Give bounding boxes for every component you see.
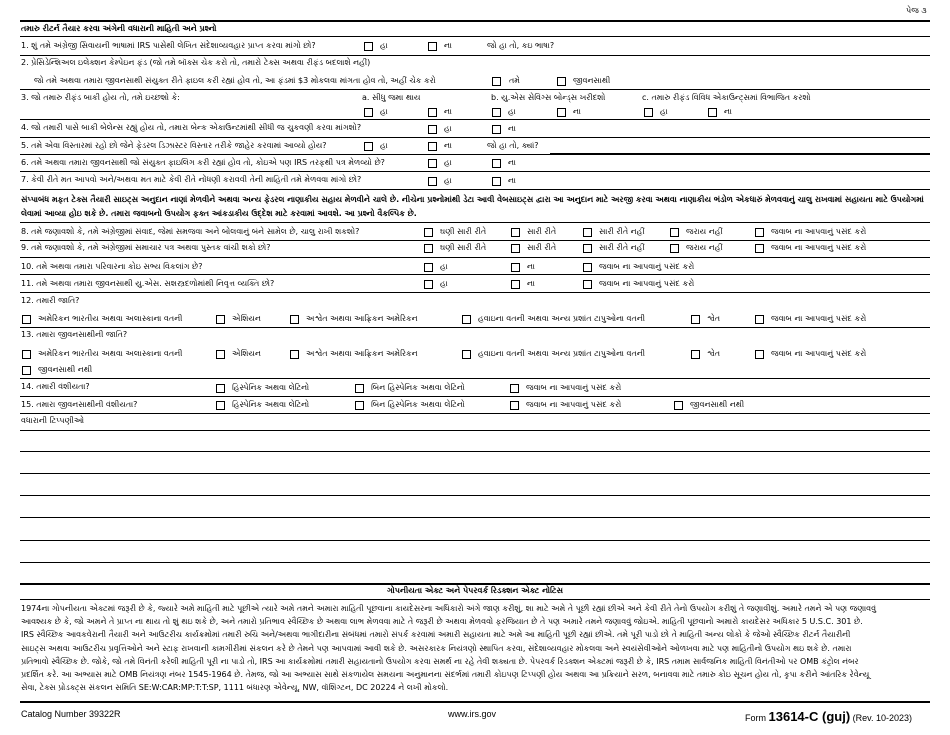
q5-yes-checkbox[interactable] (364, 142, 373, 151)
q2-spouse-label: જીવનસાથી (573, 76, 611, 85)
q14-hisp-checkbox[interactable] (216, 384, 225, 393)
question-12: 12. તમારી જાતિ? (21, 296, 80, 305)
page-number: પેજ ૩ (906, 6, 927, 15)
privacy-title: ગોપનીયતા એક્ટ અને પેપરવર્ક રિડક્શન એક્ટ નોટિસ (386, 586, 564, 595)
q11-yes-checkbox[interactable] (424, 280, 433, 289)
q12-asian-checkbox[interactable] (216, 315, 225, 324)
q8-not-at-all-checkbox[interactable] (670, 228, 679, 237)
q11-no-label: ના (527, 279, 535, 288)
q15-prefer-not-label: જવાબ ના આપવાનું પસંદ કરો (526, 400, 622, 409)
question-14: 14. તમારી વંશીયતા? (21, 382, 90, 391)
divider (20, 119, 930, 120)
q3b-yes-label: હા (508, 107, 516, 116)
q10-no-label: ના (527, 262, 535, 271)
q7-no-checkbox[interactable] (492, 177, 501, 186)
q12-prefer-not-checkbox[interactable] (755, 315, 764, 324)
q8-well-checkbox[interactable] (511, 228, 520, 237)
privacy-line: આવશ્યક છે કે, જો અમને તે પ્રાપ્ત ના થાય તો શું થઇ શકે છે, અને તમારો પ્રતિભાવ સ્વૈચ્છિક છે અથવા લાભ મેળવવા માટે તે જરૂરી છે અથવા મેળવવો ફરજિયાત છે તે પણ અમારે તમને જણાવવું જોઇએ. માહિતી પૂછવાનો અમારો કાયદેસર અધિકાર 5 U.S.C. 301 છે. (21, 617, 863, 627)
privacy-body (21, 602, 929, 694)
question-13: 13. તમારા જીવનસાથીની જાતિ? (21, 330, 128, 339)
q12-native-checkbox[interactable] (22, 315, 31, 324)
privacy-line: પ્રતિભાવો સ્વૈચ્છિક છે. જોકે, જો તમે વિનંતી કરેલી માહિતી પૂરી ના પાડો તો, IRS આ કાર્યક્રમોમાં તમારી સહાયતાનો ઉપયોગ કરવા સમર્થ ના રહે તેવી શક્યતા છે. પેપરવર્ક રિડક્શન એક્ટમાં જરૂરી છે કે, IRS તમામ સાર્વજનિક માહિતી વિનંતીઓ પર OMB કંટ્રોલ નંબર (21, 656, 859, 666)
comment-line[interactable] (20, 495, 930, 496)
q11-prefer-not-checkbox[interactable] (583, 280, 592, 289)
question-11: 11. તમે અથવા તમારા જીવનસાથી યુ.એસ. સશસ્ત્રદળોમાંથી નિવૃત્ત વ્યક્તિ છો? (21, 279, 275, 288)
q9-prefer-not-label: જવાબ ના આપવાનું પસંદ કરો (771, 243, 867, 252)
q15-nonhisp-label: બિન હિસ્પેનિક અથવા લેટિનો (371, 400, 465, 409)
q12-hawaiian-label: હવાઇના વતની અથવા અન્ય પ્રશાંત ટાપુઓના વતની (478, 314, 646, 323)
q7-no-label: ના (508, 176, 516, 185)
q14-nonhisp-label: બિન હિસ્પેનિક અથવા લેટિનો (371, 383, 465, 392)
q5-no-checkbox[interactable] (428, 142, 437, 151)
question-15: 15. તમારા જીવનસાથીની વંશીયતા? (21, 400, 138, 409)
q12-asian-label: એશિયન (232, 314, 261, 323)
comment-line[interactable] (20, 562, 930, 563)
q6-no-checkbox[interactable] (492, 159, 501, 168)
q2-you-label: તમે (509, 76, 520, 85)
comment-line[interactable] (20, 451, 930, 452)
question-9: 9. તમે જણાવશો કે, તમે અંગ્રેજીમાં સમાચાર પત્ર અથવા પુસ્તક વાંચી શકો છો? (21, 243, 271, 252)
q5-where-label: જો હા તો, ક્યાં? (487, 141, 539, 150)
q9-well-checkbox[interactable] (511, 244, 520, 253)
divider (20, 222, 930, 223)
privacy-line: IRS સ્વૈચ્છિક આવકવેરાની તૈયારી અને આઉટરીચ કાર્યક્રમોમાં તમારી રુચિ અને/અથવા ભાગીદારીના સંબંધમાં તમારો સંપર્ક કરવામાં અમારી સહાયતા માટે અમે આ માહિતી પૂછી રહ્યાં છીએ. તમે પૂરી પાડો છો તે માહિતી અન્ય લોકો કે જેઓ સ્વૈચ્છિક રીટર્ન તૈયારીની (21, 630, 851, 640)
q10-prefer-not-checkbox[interactable] (583, 263, 592, 272)
question-2: 2. પ્રેસિડેન્શિઅલ ઇલેક્શન કેમ્પેઇન ફંડ (જો તમે બૉક્સ ચેક કરો તો, તમારો ટેક્સ અથવા રીફંડ બદલાશે નહીં) (21, 58, 371, 67)
q8-prefer-not-label: જવાબ ના આપવાનું પસંદ કરો (771, 227, 867, 236)
top-rule (20, 20, 930, 22)
q15-hisp-label: હિસ્પેનિક અથવા લેટિનો (232, 400, 310, 409)
form-revision: (Rev. 10-2023) (852, 713, 913, 723)
q1-yes-checkbox[interactable] (364, 42, 373, 51)
question-3: 3. જો તમારુ રીફંડ બાકી હોય તો, તમે ઇચ્છશો કે: (21, 93, 180, 102)
q3-option-c: c. તમારુ રીફંડ વિવિધ એકાઉન્ટ્સમાં વિભાજિત કરશો (642, 93, 811, 102)
q8-prefer-not-checkbox[interactable] (755, 228, 764, 237)
q6-yes-label: હા (444, 158, 452, 167)
q10-yes-label: હા (440, 262, 448, 271)
q11-no-checkbox[interactable] (511, 280, 520, 289)
q2-spouse-checkbox[interactable] (557, 77, 566, 86)
q12-black-label: અશ્વેત અથવા આફ્રિકન અમેરિકન (306, 314, 418, 323)
q10-no-checkbox[interactable] (511, 263, 520, 272)
q12-white-checkbox[interactable] (691, 315, 700, 324)
q9-very-well-label: ઘણી સારી રીતે (440, 243, 487, 252)
q12-native-label: અમેરિકન ભારતીય અથવા અલાસ્કાના વતની (38, 314, 183, 323)
q8-not-well-checkbox[interactable] (583, 228, 592, 237)
divider (20, 89, 930, 90)
privacy-line: સાઇટ્સ અથવા આઉટરીચ પ્રવૃત્તિઓને અને સ્ટાફ રાખવાની કામગીરીમાં સંકલન કરે છે તેમને પણ આપવામાં આવી શકે છે. અસરકારક નિયંત્રણો સ્થાપિત કરવા, સંદેશાવ્યવહાર મોકલવા અને સ્વયંસેવીઓને ઓળખવા માટે પણ માહિતીનો ઉપયોગ થઇ શકે છે. તમારા (21, 643, 852, 653)
q13-no-spouse-checkbox[interactable] (22, 366, 31, 375)
divider (20, 274, 930, 275)
comment-line[interactable] (20, 517, 930, 518)
q4-no-label: ના (508, 124, 516, 133)
divider (20, 171, 930, 172)
q13-black-checkbox[interactable] (290, 350, 299, 359)
q9-well-label: સારી રીતે (527, 243, 557, 252)
q14-prefer-not-label: જવાબ ના આપવાનું પસંદ કરો (526, 383, 622, 392)
q1-yes-label: હા (380, 41, 388, 50)
q9-not-at-all-checkbox[interactable] (670, 244, 679, 253)
catalog-number: Catalog Number 39322R (21, 709, 121, 719)
question-2-sub: જો તમે અથવા તમારા જીવનસાથી સંયુક્ત રીતે ફાઇલ કરી રહ્યાં હોવ તો, આ ફંડમાં $3 મોકલવા માંગતા હોવ તો, અહીં ચેક કરો (34, 76, 436, 85)
q12-black-checkbox[interactable] (290, 315, 299, 324)
q8-very-well-checkbox[interactable] (424, 228, 433, 237)
q15-no-spouse-checkbox[interactable] (674, 401, 683, 410)
q8-very-well-label: ઘણી સારી રીતે (440, 227, 487, 236)
question-10: 10. તમે અથવા તમારા પરિવારના કોઇ સભ્ય વિકલાંગ છે? (21, 262, 203, 271)
form-id (745, 709, 912, 724)
question-8: 8. તમે જણાવશો કે, તમે અંગ્રેજીમાં સંવાદ, જેમાં સમજવા અને બોલવાનું બંને સામેલ છે, ચાલુ રાખી શકશો? (21, 227, 360, 236)
divider (20, 327, 930, 328)
q3-option-b: b. યુ.એસ સેવિંગ્સ બોન્ડ્સ ખરીદશો (491, 93, 606, 102)
q14-prefer-not-checkbox[interactable] (510, 384, 519, 393)
q1-language-label: જો હા તો, કઇ ભાષા? (487, 41, 555, 50)
q3b-no-label: ના (573, 107, 581, 116)
divider (20, 137, 930, 138)
divider (20, 413, 930, 414)
divider (20, 55, 930, 56)
q10-yes-checkbox[interactable] (424, 263, 433, 272)
q9-very-well-checkbox[interactable] (424, 244, 433, 253)
form-number: 13614-C (guj) (768, 709, 851, 724)
q11-yes-label: હા (440, 279, 448, 288)
q5-no-label: ના (444, 141, 452, 150)
q11-prefer-not-label: જવાબ ના આપવાનું પસંદ કરો (599, 279, 695, 288)
q9-not-at-all-label: જરાય નહીં (686, 243, 723, 252)
q14-nonhisp-checkbox[interactable] (355, 384, 364, 393)
comment-line[interactable] (20, 473, 930, 474)
q1-no-checkbox[interactable] (428, 42, 437, 51)
q13-no-spouse-label: જીવનસાથી નથી (38, 365, 93, 374)
q3a-no-label: ના (444, 107, 452, 116)
q7-yes-checkbox[interactable] (428, 177, 437, 186)
divider (20, 599, 930, 600)
divider (20, 396, 930, 397)
q3c-yes-checkbox[interactable] (644, 108, 653, 117)
q15-nonhisp-checkbox[interactable] (355, 401, 364, 410)
q14-hisp-label: હિસ્પેનિક અથવા લેટિનો (232, 383, 310, 392)
question-7: 7. કેવી રીતે મત આપવો અને/અથવા મત માટે કેવી રીતે નોંધણી કરાવવી તેની માહિતી તમે મેળવવા માંગો છો? (21, 175, 362, 184)
privacy-line: સેવા, ટેક્સ પ્રોડક્ટ્સ સંકલન સમિતિ SE:W:CAR:MP:T:T:SP, 1111 બંધારણ એવેન્યૂ, NW, વૉશિંગ્ટન, DC 20224 ને લખી મોકલો. (21, 683, 449, 693)
q15-prefer-not-checkbox[interactable] (510, 401, 519, 410)
q3c-no-label: ના (724, 107, 732, 116)
q3a-yes-label: હા (380, 107, 388, 116)
q3-option-a: a. સીધુ જમા થાય (362, 93, 421, 102)
q1-no-label: ના (444, 41, 452, 50)
question-5: 5. તમે એવા વિસ્તારમાં રહો છો જેને ફેડરલ ડિઝાસ્ટર વિસ્તાર તરીકે જાહેર કરવામાં આવ્યો હોય? (21, 141, 327, 150)
form-prefix: Form (745, 713, 766, 723)
q3c-yes-label: હા (660, 107, 668, 116)
q9-not-well-label: સારી રીતે નહીં (599, 243, 645, 252)
divider (20, 189, 930, 190)
q4-yes-checkbox[interactable] (428, 125, 437, 134)
q9-prefer-not-checkbox[interactable] (755, 244, 764, 253)
irs-url[interactable]: www.irs.gov (448, 709, 497, 719)
section-header: તમારુ રીટર્ન તૈયાર કરવા અંગેની વધારાની માહિતી અને પ્રશ્નો (21, 24, 217, 33)
question-4: 4. જો તમારી પાસે બાકી બેલેન્સ રહ્યું હોય તો, તમારા બેન્ક એકાઉન્ટમાંથી સીધી જ ચુકવણી કરવા માંગશો? (21, 123, 362, 132)
q13-white-checkbox[interactable] (691, 350, 700, 359)
q6-yes-checkbox[interactable] (428, 159, 437, 168)
q8-well-label: સારી રીતે (527, 227, 557, 236)
q13-asian-checkbox[interactable] (216, 350, 225, 359)
q6-no-label: ના (508, 158, 516, 167)
question-6: 6. તમે અથવા તમારા જીવનસાથી જો સંયુક્ત ફાઇલિંગ કરી રહ્યાં હોવ તો, કોઇએ પણ IRS તરફથી પત્ર મેળવ્યો છે? (21, 158, 385, 167)
q3b-yes-checkbox[interactable] (492, 108, 501, 117)
q10-prefer-not-label: જવાબ ના આપવાનું પસંદ કરો (599, 262, 695, 271)
q9-not-well-checkbox[interactable] (583, 244, 592, 253)
voluntary-notice: સંપ્પાબંધ મફત ટેક્સ તૈયારી સાઇટ્સ અનુદાન નાણાં મેળવીને અથવા અન્ય ફેડરલ નાણાકીય સહાય મેળવીને ચાલે છે. નીચેના પ્રશ્નોમાંથી ડેટા આવી વેબસાઇટ્સ દ્વારા આ અનુદાન માટે અરજી કરવા અથવા નાણાકીય ભંડોળ એકધારું મેળવવાનું ચાલુ રાખવામાં સહાયતા માટે ઉપયોગમાં લેવામાં આવ્યા હોઇ શકે છે. તમારા જવાબનો ઉપયોગ ફક્ત આંકડાકીય ઉદ્દેશ માટે કરવામાં આવશે. આ પ્રશ્નો વૈકલ્પિક છે. (21, 195, 924, 218)
divider (20, 36, 930, 37)
divider (20, 154, 930, 155)
q7-yes-label: હા (444, 176, 452, 185)
q3a-yes-checkbox[interactable] (364, 108, 373, 117)
privacy-line: પ્રદર્શિત કરે. આ અભ્યાસ માટે OMB નિયંત્રણ નંબર 1545-1964 છે. તેમજ, જો આ અભ્યાસ સાથે સંકળાયેલ સમયના અનુમાનના સંદર્ભમાં તમારી કોઇપણ ટિપ્પણી હોય અથવા આ પ્રક્રિયાને સરળ, બનાવવા માટે તમારુ કોઇ સૂચન હોય તો, કૃપા કરીને આંતરિક રેવેન્યૂ (21, 670, 870, 680)
q13-asian-label: એશિયન (232, 349, 261, 358)
q13-white-label: શ્વેત (707, 349, 721, 358)
comment-line[interactable] (20, 540, 930, 541)
q13-hawaiian-checkbox[interactable] (462, 350, 471, 359)
q13-hawaiian-label: હવાઇના વતની અથવા અન્ય પ્રશાંત ટાપુઓના વતની (478, 349, 646, 358)
q5-yes-label: હા (380, 141, 388, 150)
q12-white-label: શ્વેત (707, 314, 721, 323)
divider (20, 257, 930, 258)
q4-no-checkbox[interactable] (492, 125, 501, 134)
q13-black-label: અશ્વેત અથવા આફ્રિકન અમેરિકન (306, 349, 418, 358)
q2-you-checkbox[interactable] (492, 77, 501, 86)
q15-no-spouse-label: જીવનસાથી નથી (690, 400, 745, 409)
q15-hisp-checkbox[interactable] (216, 401, 225, 410)
q12-prefer-not-label: જવાબ ના આપવાનું પસંદ કરો (771, 314, 867, 323)
q8-not-at-all-label: જરાય નહીં (686, 227, 723, 236)
divider (20, 292, 930, 293)
q13-prefer-not-checkbox[interactable] (755, 350, 764, 359)
q12-hawaiian-checkbox[interactable] (462, 315, 471, 324)
comments-label: વધારાની ટિપ્પણીઓ (21, 416, 85, 425)
question-1: 1. શું તમે અંગ્રેજી સિવાયની ભાષામાં IRS પાસેથી લેખિત સંદેશાવ્યવહાર પ્રાપ્ત કરવા માંગો છો? (21, 41, 316, 50)
divider (20, 378, 930, 379)
q3a-no-checkbox[interactable] (428, 108, 437, 117)
q3b-no-checkbox[interactable] (557, 108, 566, 117)
q8-not-well-label: સારી રીતે નહીં (599, 227, 645, 236)
bottom-rule (20, 701, 930, 703)
q4-yes-label: હા (444, 124, 452, 133)
privacy-line: 1974ના ગોપનીયતા એક્ટમાં જરૂરી છે કે, જ્યારે અમે માહિતી માટે પૂછીએ ત્યારે અમે તમને અમારા માહિતી પૂછવાના કાયદેસરના અધિકારો અંગે જાણ કરીશું, શા માટે અમે તે પૂછી રહ્યાં છીએ અને કેવી રીતે તેનો ઉપયોગ કરીશું તે જણાવીશું. અમારે તમને એ પણ જણાવવું (21, 604, 877, 613)
q13-native-label: અમેરિકન ભારતીય અથવા અલાસ્કાના વતની (38, 349, 183, 358)
privacy-top-rule (20, 583, 930, 585)
comment-line[interactable] (20, 430, 930, 431)
q13-prefer-not-label: જવાબ ના આપવાનું પસંદ કરો (771, 349, 867, 358)
divider (20, 240, 930, 241)
q3c-no-checkbox[interactable] (708, 108, 717, 117)
q13-native-checkbox[interactable] (22, 350, 31, 359)
